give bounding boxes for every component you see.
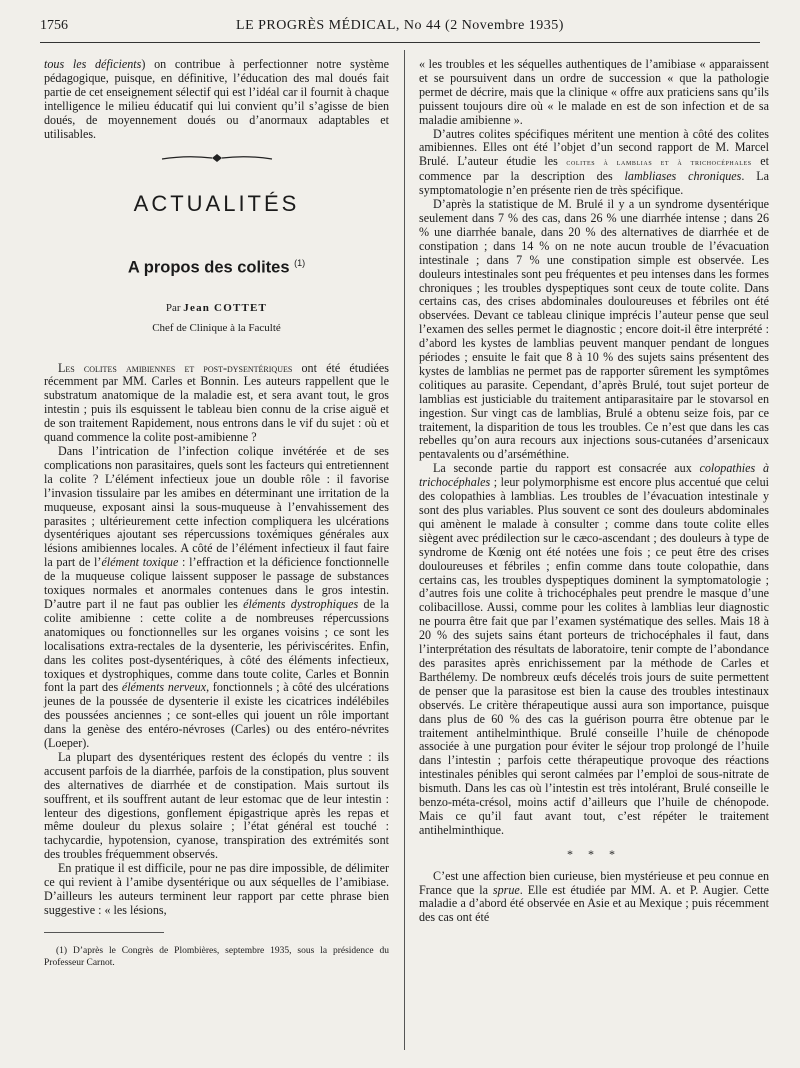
article-title-note: (1) [294, 258, 306, 269]
page-header [40, 18, 760, 40]
section-title: ACTUALITÉS [133, 191, 300, 217]
footnote: (1) D’après le Congrès de Plombières, septembre 1935, sous la présidence du Professeur Carnot. [44, 945, 389, 968]
paragraph: « les troubles et les séquelles authentiques de l’amibiase « apparaissent et se poursuivent dans un ordre de succession « que la pathologie permet de décrire, mais que la clinique « offre aux praticiens sans qu’ils puissent toujours dire où « le malade en est de son infection et de sa maladie amibienne ». [419, 57, 769, 127]
column-divider [404, 50, 405, 1050]
intro-paragraph: tous les déficients) on contribue à perfectionner notre système pédagogique, puisque, en définitive, l’éducation des mal doués fait partie de cet enseignement sélectif qui est l’idéal car il fournit à chaque intelligence le milieu éducatif qui lui convient qu’il s’agisse de bien doués, de moyennement doués ou d’anormaux adaptables et utilisables. [44, 57, 389, 141]
page-number: 1756 [40, 18, 68, 33]
paragraph: Les colites amibiennes et post-dysentériques ont été étudiées récemment par MM. Carles et Bonnin. Les auteurs rappellent que le substratum anatomique de la maladie est, et sera avant tout, le gros intestin ; puis ils esquissent le tableau bien connu de la crise aiguë et de son traitement Rapidement, nous entrons dans le vif du sujet : où et quand commence la colite post-amibienne ? [44, 360, 389, 445]
ornament-divider-icon [44, 151, 389, 169]
paragraph: La seconde partie du rapport est consacrée aux colopathies à trichocéphales ; leur polymorphisme est encore plus accentué que celui des colopathies à lamblias. Les troubles de l’évacuation intestinale y sont des plus variables. Plus souvent ce sont des douleurs abdominales qui amènent le malade à consulter ; comme dans toute colite elles siègent avec prédilection sur le cæco-ascendant ; des douleurs à type de syndrome de Kœnig ont été notées une fois ; ce peut être des crises douloureuses et fébriles ; enfin comme dans toute colopathie, dans certains cas, les troubles dyspeptiques dominent la symptomatologie ; d’autres fois une colite à trichocéphales peut prendre le masque d’une colibacillose. Aussi, comme pour les colites à lamblias leur diagnostic ne pourra être fait que par l’examen systématique des selles. Mais 18 à 20 % des sujets sains étant porteurs de trichocéphales il faut, dans l’interprétation des résultats de laboratoire, tenir compte de l’abondance des parasites après enrichissement par la méthode de Carles et Barthélemy. De nombreux œufs décelés trois jours de suite permettent de penser que la parasitose est bien la cause des troubles intestinaux observés. Le critère thérapeutique aussi aura son importance, puisque dans plus de 60 % des cas la guérison pourra être obtenue par le traitement antihelminthique. Brulé conseille l’huile de chénopode associée à une purgation pour éviter le séjour trop prolongé de l’huile dans l’intestin ; parfois cette thérapeutique provoque des réactions intestinales pénibles qui seront calmées par l’emploi de sous-nitrate de bismuth. Dans les cas où l’intestin est très intolérant, Brulé conseille le benzo-méta-crésol, moins actif d’ailleurs que l’huile de chénopode. Mais ce qu’il faut avant tout, c’est répéter le traitement antihelminthique. [419, 461, 769, 837]
paragraph: En pratique il est difficile, pour ne pas dire impossible, de délimiter ce qui revient à l’amibe dysentérique ou aux séquelles de l’amibiase. D’ailleurs les auteurs terminent leur rapport par cette phrase bien suggestive : « les lésions, [44, 861, 389, 917]
left-column [44, 58, 389, 969]
paragraph: La plupart des dysentériques restent des éclopés du ventre : ils accusent parfois de la diarrhée, parfois de la constipation, plus souvent des alternatives de diarrhée et de constipation. Mais surtout ils souffrent, et ils souffrent autant de leur estomac que de leur intestin : lenteur des digestions, gonflement épigastrique après les repas et même douleur du plexus solaire ; l’état général est touché : tachycardie, hypotension, cyanose, transpiration des extrémités sont des troubles fréquemment observés. [44, 749, 389, 862]
author-name: Jean COTTET [183, 301, 268, 314]
journal-title: LE PROGRÈS MÉDICAL, No 44 (2 Novembre 1935) [236, 18, 564, 33]
right-column [419, 58, 769, 925]
footnote-rule [44, 932, 164, 933]
article-title: A propos des colites $^{(1)}$ [127, 258, 306, 277]
paragraph: Dans l’intrication de l’infection colique invétérée et de ses complications non parasitaires, quels sont les facteurs qui entretiennent la colite ? L’élément infectieux joue un double rôle : il favorise l’invasion tissulaire par les amibes en déterminant une irritation de la muqueuse, exposant ainsi la sous-muqueuse à l’envahissement des parasites ; ultérieurement cette infection compliquera les ulcérations dysentériques ajoutant ses répercussions toxémiques générales aux lésions amibiennes locales. A côté de l’élément infectieux il faut faire la part de l’élément toxique : l’effraction et la déficience fonctionnelle de la muqueuse colique laissent supposer le passage de substances toxiques normales et anormales contenues dans le gros intestin. D’autre part il ne faut pas oublier les éléments dystrophiques de la colite amibienne : cette colite a de nombreuses répercussions anatomiques ou fonctionnelles sur les organes voisins ; ce sont les localisations extra-rectales de la dysenterie, les périviscérites. Enfin, dans les colites post-dysentériques, à côté des éléments infectieux, toxiques et dystrophiques, comme dans toute colite, Carles et Bonnin font la part des éléments nerveux, fonctionnels ; à côté des ulcérations jeunes de la poussée de dysenterie il existe les cicatrices indélébiles des poussées anciennes ; ce sont-elles qui jouent un rôle important dans la genèse des entéro-névroses (Carles) ou des entéro-névrites (Loeper). [44, 444, 390, 751]
author-affiliation: Chef de Clinique à la Faculté [152, 321, 281, 334]
paragraph: D’autres colites spécifiques méritent une mention à côté des colites amibiennes. Elles ont été l’objet d’un second rapport de M. Marcel Brulé. L’auteur étudie les colites à lamblias et à trichocéphales et commence par la description des lambliases chroniques. La symptomatologie n’en présente rien de très spécifique. [419, 126, 769, 198]
paragraph: D’après la statistique de M. Brulé il y a un syndrome dysentérique seulement dans 7 % des cas, dans 26 % une diarrhée intense ; dans 26 % une diarrhée banale, dans 20 % des alternatives de diarrhée et de constipation ; dans 14 % on ne note aucun trouble de l’évacuation intestinale ; dans 7 % une constipation simple est observée. Les douleurs intestinales sont peu fréquentes et peu intenses dans les formes chroniques ; les troubles dyspeptiques sont ceux de toute colite. Dans certains cas, des crises abdominales douloureuses et fébriles ont été observées. Devant ce tableau clinique imprécis l’auteur pense que seul l’examen des selles permet le diagnostic ; encore doit-il être interprété : d’abord les kystes de lamblias peuvent manquer pendant de longues périodes ; ensuite le fait que 8 à 10 % des sujets sains présentent des kystes de lamblias ne permet pas de rapporter sûrement les symptômes colitiques au parasite. Cependant, d’après Brulé, tout sujet porteur de lamblias est justiciable du traitement antiparasitaire par le stovarsol en ingestion. Sur vingt cas de lamblias, Brulé a obtenu seize fois, par ce traitement, la disparition de tous les troubles. Ce n’est que dans les cas rebelles qu’on aura recours aux injections sous-cutanées d’arsenicaux pentavalents ou d’arséméthine. [419, 197, 769, 462]
section-separator: * * * [567, 846, 621, 861]
paragraph: C’est une affection bien curieuse, bien mystérieuse et peu connue en France que la sprue. Elle est étudiée par MM. A. et P. Augier. Cette maladie a d’abord été observée en Asie et au Mexique ; puis récemment des cas ont été [419, 868, 769, 925]
header-rule [40, 42, 760, 43]
byline: Par Jean COTTET [165, 301, 268, 314]
